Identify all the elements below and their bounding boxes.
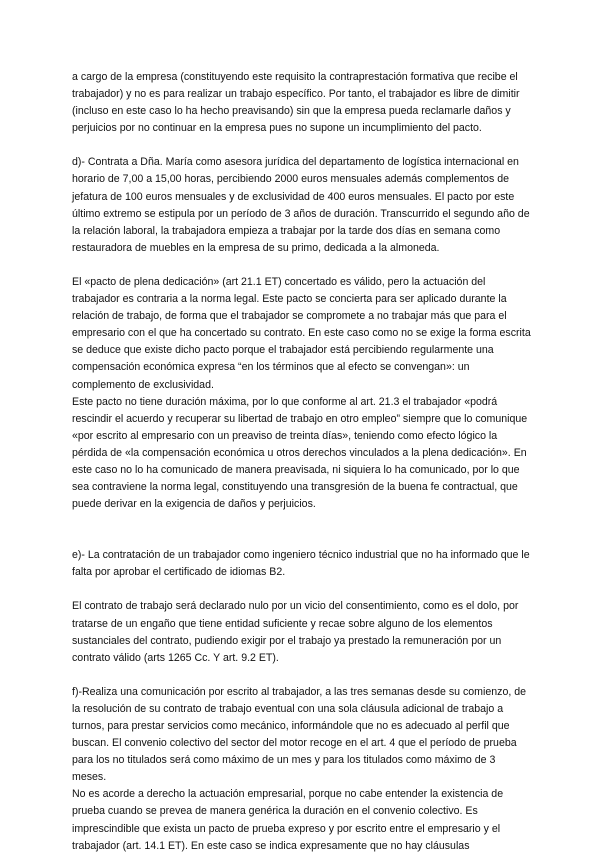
document-body: [72, 69, 532, 855]
paragraph-training-pact: a cargo de la empresa (constituyendo este requisito la contraprestación formativa que recibe el trabajador) y no es para realizar un trabajo específico. Por tanto, el trabajador es libre de dimitir (incluso en este caso lo ha hecho preavisando) sin que la empresa pueda reclamarle daños y perjuicios por no continuar en la empresa pues no supone un incumplimiento del pacto.: [72, 71, 520, 135]
paragraph-periodo-prueba: No es acorde a derecho la actuación empresarial, porque no cabe entender la existencia de prueba cuando se prevea de manera genérica la duración en el convenio colectivo. Es imprescindible que exista un pacto de prueba expreso y por escrito entre el empresario y el trabajador (art. 14.1 ET). En este caso se indica expresamente que no hay cláusulas: [72, 788, 504, 852]
paragraph-case-f: f)-Realiza una comunicación por escrito al trabajador, a las tres semanas desde su comienzo, de la resolución de su contrato de trabajo eventual con una sola cláusula adicional de trabajo a turnos, para prestar servicios como mecánico, informándole que no es adecuado al perfil que buscan. El convenio colectivo del sector del motor recoge en el art. 4 que el período de prueba para los no titulados será como máximo de un mes y para los titulados como máximo de 3 meses.: [72, 685, 526, 784]
paragraph-nulidad: El contrato de trabajo será declarado nulo por un vicio del consentimiento, como es el dolo, por tratarse de un engaño que tiene entidad suficiente y recae sobre alguno de los elementos sustanciales del contrato, pudiendo exigir por el trabajo ya prestado la remuneración por un contrato válido (arts 1265 Cc. Y art. 9.2 ET).: [72, 600, 519, 664]
paragraph-duracion: Este pacto no tiene duración máxima, por lo que conforme al art. 21.3 el trabajador «podrá rescindir el acuerdo y recuperar su libertad de trabajo en otro empleo” siempre que lo comunique «por escrito al empresario con un preaviso de treinta días», teniendo como efecto lógico la pérdida de «la compensación económica u otros derechos vinculados a la plena dedicación». En este caso no lo ha comunicado de manera preavisada, ni siquiera lo ha comunicado, por lo que sea contraviene la norma legal, constituyendo una transgresión de la buena fe contractual, que puede derivar en la exigencia de daños y perjuicios.: [72, 395, 528, 511]
paragraph-case-d: d)- Contrata a Dña. María como asesora jurídica del departamento de logística internacional en horario de 7,00 a 15,00 horas, percibiendo 2000 euros mensuales además complementos de jefatura de 100 euros mensuales y de exclusividad de 400 euros mensuales. El pacto por este último extremo se estipula por un período de 3 años de duración. Transcurrido el segundo año de la relación laboral, la trabajadora empieza a trabajar por la tarde dos días en semana como restauradora de muebles en la empresa de su primo, dedicada a la almoneda.: [72, 156, 530, 254]
paragraph-plena-dedicacion: El «pacto de plena dedicación» (art 21.1 ET) concertado es válido, pero la actuación del trabajador es contraria a la norma legal. Este pacto se concierta para ser aplicado durante la relación de trabajo, de forma que el trabajador se compromete a no trabajar más que para el empresario con el que ha concertado su contrato. En este caso como no se exige la forma escrita se deduce que existe dicho pacto porque el trabajador está percibiendo regularmente una compensación económica expresa “en los términos que al efecto se convengan»: un complemento de exclusividad.: [72, 275, 531, 391]
paragraph-case-e: e)- La contratación de un trabajador como ingeniero técnico industrial que no ha informado que le falta por aprobar el certificado de idiomas B2.: [72, 549, 530, 579]
